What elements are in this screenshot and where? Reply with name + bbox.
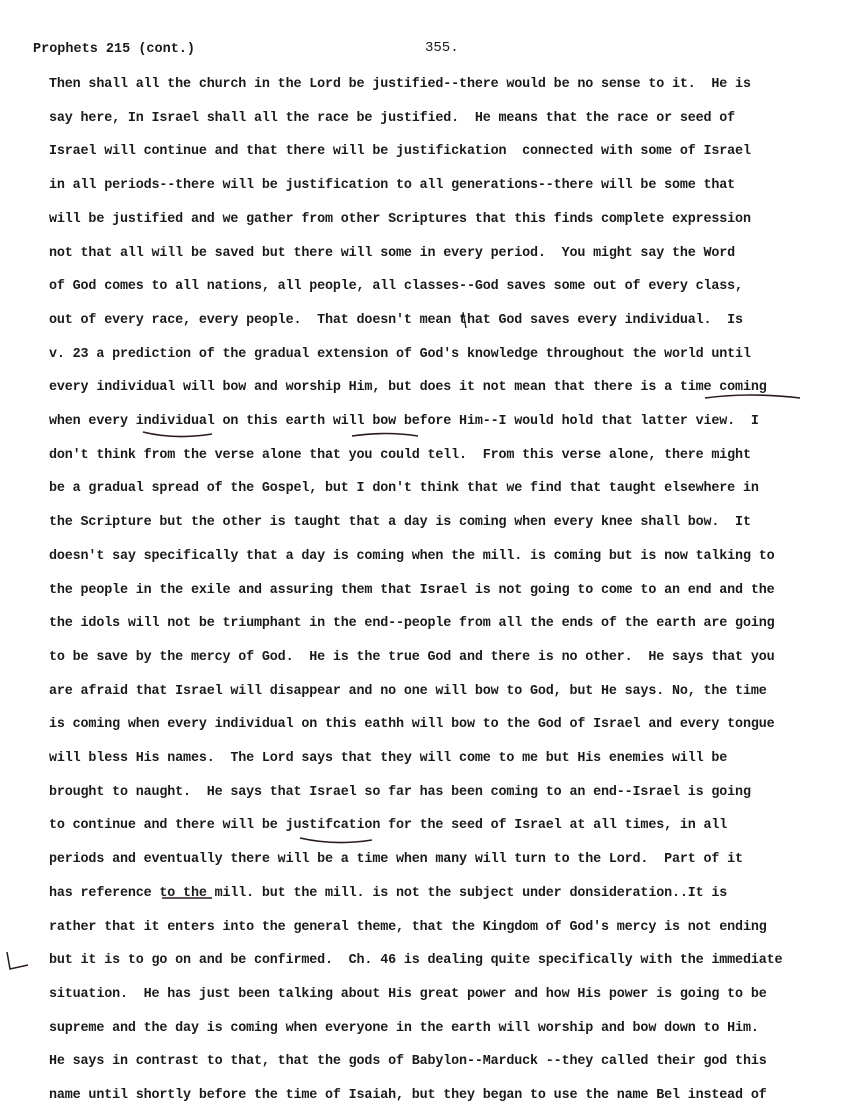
running-header: Prophets 215 (cont.) [33,42,196,57]
text-line: Israel will continue and that there will be justifickation connected with some of Israel [49,144,751,160]
text-line: is coming when every individual on this eathh will bow to the God of Israel and every tongue [49,717,775,733]
text-line: be a gradual spread of the Gospel, but I don't think that we find that taught elsewhere in [49,481,759,497]
text-line: when every individual on this earth will bow before Him--I would hold that latter view. I [49,414,759,429]
text-line: rather that it enters into the general theme, that the Kingdom of God's mercy is not ending [49,919,767,935]
text-line: are afraid that Israel will disappear and no one will bow to God, but He says. No, the time [49,683,767,699]
text-line: name until shortly before the time of Isaiah, but they began to use the name Bel instead of [49,1088,767,1103]
text-line: to be save by the mercy of God. He is the true God and there is no other. He says that you [49,649,775,665]
text-line: say here, In Israel shall all the race be justified. He means that the race or seed of [49,110,736,126]
text-line: of God comes to all nations, all people, all classes--God saves some out of every class, [49,279,743,295]
text-line: will be justified and we gather from other Scriptures that this finds complete expression [49,211,751,227]
text-line: Then shall all the church in the Lord be justified--there would be no sense to it. He is [49,77,751,92]
text-line: v. 23 a prediction of the gradual extension of God's knowledge throughout the world until [49,346,751,362]
underline-individual [143,432,212,437]
text-line: the people in the exile and assuring them that Israel is not going to come to an end and the [49,582,775,598]
text-line: will bless His names. The Lord says that they will come to me but His enemies will be [49,751,728,766]
text-line: don't think from the verse alone that you could tell. From this verse alone, there might [49,447,751,463]
margin-bracket [7,952,28,969]
text-line: out of every race, every people. That doesn't mean that God saves every individual. Is [49,312,743,328]
underline-justification [300,838,372,843]
text-line: periods and eventually there will be a time when many will turn to the Lord. Part of it [49,852,743,868]
text-line: has reference to the mill. but the mill. is not the subject under donsideration..It is [49,885,728,901]
underline-will-bow [352,434,418,437]
text-line: the Scripture but the other is taught that a day is coming when every knee shall bow. It [49,515,751,531]
page-number: 355. [425,40,459,56]
text-line: every individual will bow and worship Him, but does it not mean that there is a time coming [49,380,767,396]
text-line: in all periods--there will be justification to all generations--there will be some that [49,178,736,194]
text-line: brought to naught. He says that Israel so far has been coming to an end--Israel is going [49,784,751,800]
text-line: not that all will be saved but there will some in every period. You might say the Word [49,245,736,261]
text-line: situation. He has just been talking about His great power and how His power is going to be [49,986,767,1002]
text-line: the idols will not be triumphant in the end--people from all the ends of the earth are going [49,616,775,632]
text-line: to continue and there will be justifcation for the seed of Israel at all times, in all [49,818,728,834]
text-line: supreme and the day is coming when everyone in the earth will worship and bow down to Him. [49,1020,759,1036]
text-line: doesn't say specifically that a day is coming when the mill. is coming but is now talking to [49,548,775,564]
text-line: but it is to go on and be confirmed. Ch. 46 is dealing quite specifically with the immediate [49,953,783,969]
text-line: He says in contrast to that, that the gods of Babylon--Marduck --they called their god this [49,1054,767,1070]
